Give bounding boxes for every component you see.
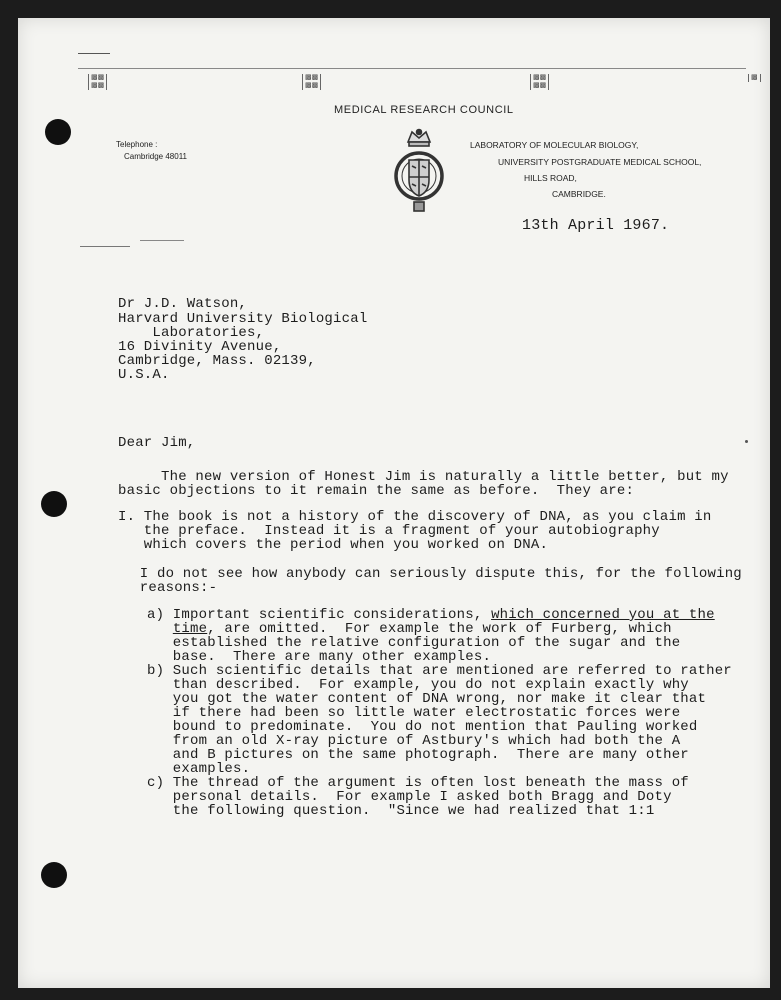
file-stamp: ▩▩ ▩▩ [530, 74, 549, 90]
point-one-line: the preface. Instead it is a fragment of your autobiography [118, 523, 660, 539]
underlined-phrase: which concerned you at the [491, 607, 715, 623]
margin-mark [80, 246, 130, 247]
file-stamp: ▩▩ ▩▩ [302, 74, 321, 90]
item-a-line: established the relative configuration of the sugar and the [104, 635, 681, 651]
item-b-line: examples. [104, 761, 251, 777]
item-b-line: than described. For example, you do not explain exactly why [104, 677, 689, 693]
royal-crest-icon [392, 128, 446, 216]
recipient-line: Laboratories, [118, 325, 265, 341]
recipient-line: 16 Divinity Avenue, [118, 339, 282, 355]
recipient-line: Cambridge, Mass. 02139, [118, 353, 316, 369]
margin-mark [78, 53, 110, 54]
underlined-word: time [172, 621, 208, 637]
address-line-3: HILLS ROAD, [524, 173, 577, 183]
file-stamp: ▩▩ ▩▩ [88, 74, 107, 90]
telephone-label: Telephone : [116, 140, 158, 149]
margin-mark [140, 240, 184, 241]
item-b-line: b) Such scientific details that are mentioned are referred to rather [104, 663, 732, 679]
reasons-line: reasons:- [114, 580, 218, 596]
salutation: Dear Jim, [118, 435, 196, 451]
address-line-1: LABORATORY OF MOLECULAR BIOLOGY, [470, 140, 639, 150]
item-c-line: c) The thread of the argument is often lost beneath the mass of [104, 775, 689, 791]
reasons-line: I do not see how anybody can seriously dispute this, for the following [114, 566, 742, 582]
item-c-line: personal details. For example I asked both Bragg and Doty [104, 789, 672, 805]
address-line-4: CAMBRIDGE. [552, 189, 606, 199]
item-c-line: the following question. "Since we had realized that 1:1 [104, 803, 655, 819]
punch-hole-top [45, 119, 71, 145]
item-b-line: and B pictures on the same photograph. There are many other [104, 747, 689, 763]
point-one-line: which covers the period when you worked on DNA. [118, 537, 549, 553]
item-a-line: time, are omitted. For example the work of Furberg, which [172, 621, 672, 637]
point-one-line: I. The book is not a history of the discovery of DNA, as you claim in [118, 509, 712, 525]
organisation-name: MEDICAL RESEARCH COUNCIL [334, 104, 514, 116]
telephone-number: Cambridge 48011 [124, 152, 188, 161]
recipient-line: Dr J.D. Watson, [118, 296, 248, 312]
ink-speck [745, 440, 748, 443]
body-line: basic objections to it remain the same as before. They are: [118, 483, 635, 499]
item-b-line: bound to predominate. You do not mention that Pauling worked [104, 719, 698, 735]
body-line: The new version of Honest Jim is naturally a little better, but my [118, 469, 729, 485]
item-a-line: base. There are many other examples. [104, 649, 492, 665]
item-b-line: if there had been so little water electrostatic forces were [104, 705, 681, 721]
punch-hole-bottom [41, 862, 67, 888]
punch-hole-middle [41, 491, 67, 517]
item-b-line: from an old X-ray picture of Astbury's which had both the A [104, 733, 681, 749]
letter-date: 13th April 1967. [522, 217, 670, 234]
recipient-line: Harvard University Biological [118, 311, 368, 327]
item-b-line: you got the water content of DNA wrong, nor make it clear that [104, 691, 707, 707]
address-line-2: UNIVERSITY POSTGRADUATE MEDICAL SCHOOL, [498, 157, 702, 167]
top-fold-line [78, 68, 746, 69]
file-stamp: ▩ [748, 74, 761, 82]
recipient-line: U.S.A. [118, 367, 170, 383]
item-a-line: a) Important scientific considerations, which concerned you at the [104, 607, 715, 623]
